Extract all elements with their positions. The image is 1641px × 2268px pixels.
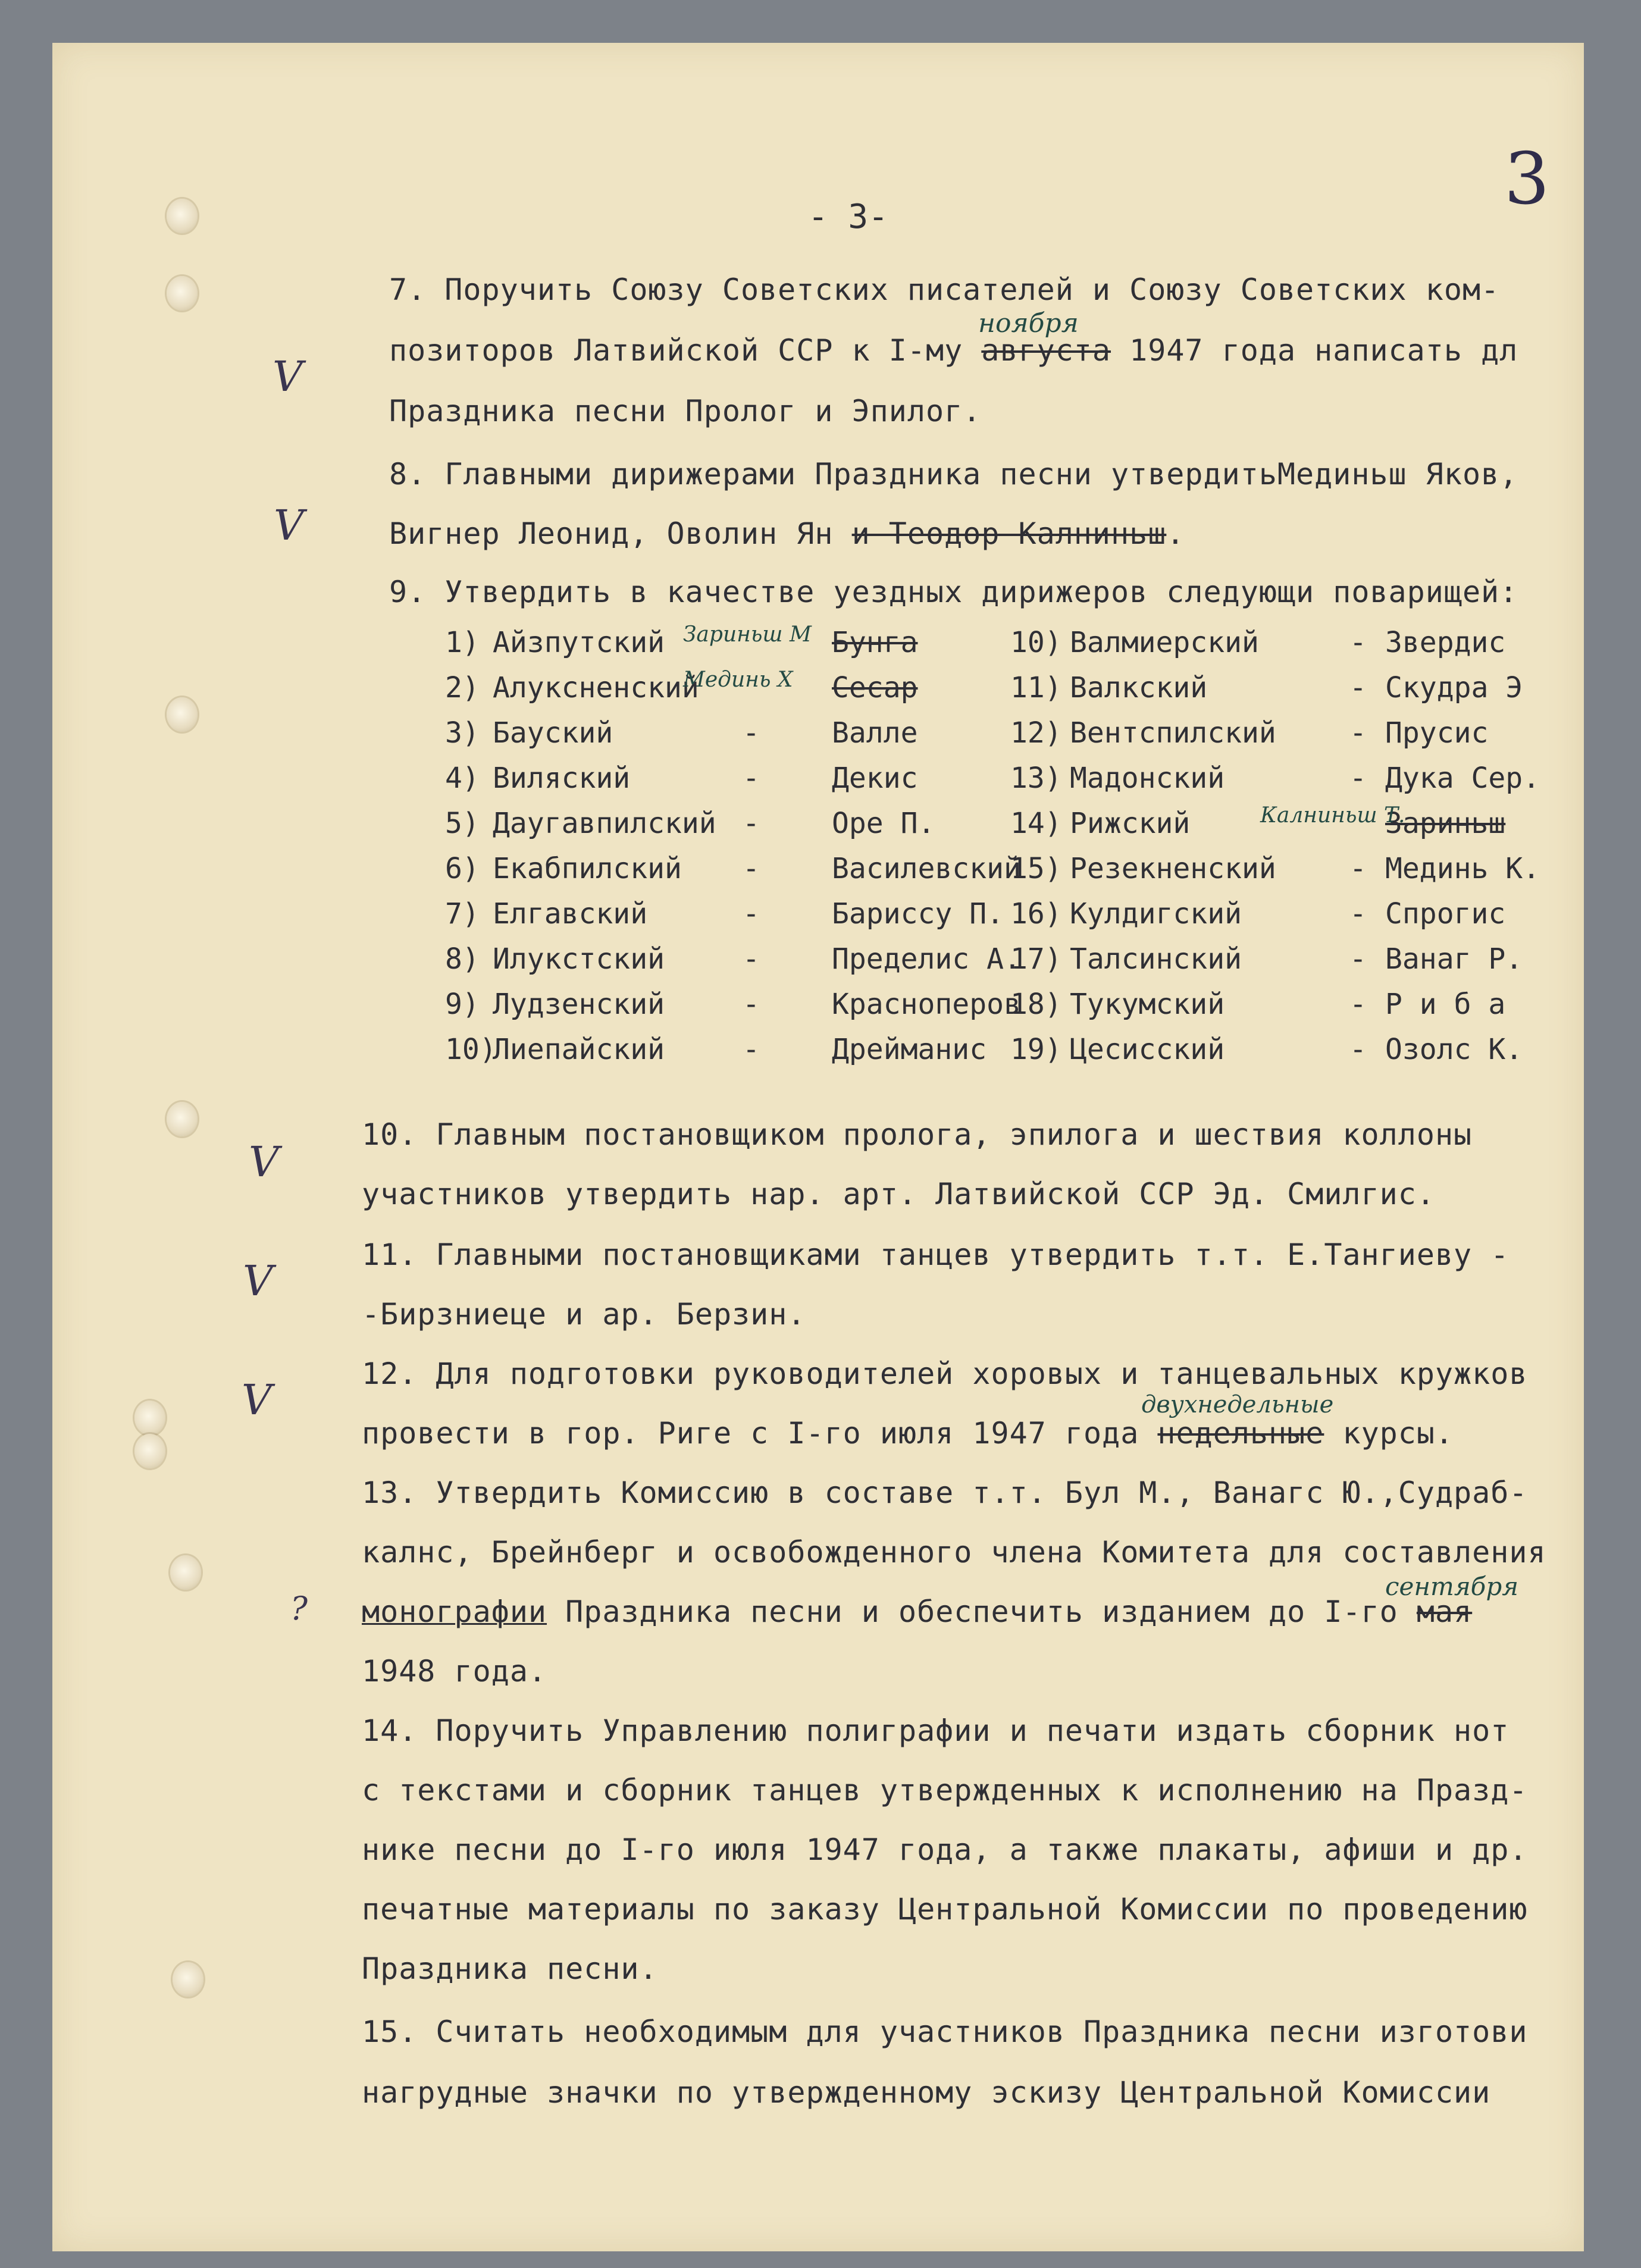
conductor-district: Бауский xyxy=(493,716,613,750)
conductor-name: Пределис А. xyxy=(832,942,1021,976)
conductor-number: 9) xyxy=(445,988,480,1021)
item-8-text: Вигнер Леонид, Оволин Ян xyxy=(389,516,834,551)
conductor-district: Валкский xyxy=(1070,671,1208,704)
typed-page-number: - 3- xyxy=(808,198,888,236)
conductor-district: Мадонский xyxy=(1070,762,1225,795)
conductor-number: 5) xyxy=(445,807,480,840)
conductor-district: Илукстский xyxy=(493,942,665,976)
conductor-number: 11) xyxy=(1010,671,1062,704)
item-13-text: Праздника песни и обеспечить изданием до I-го xyxy=(565,1595,1398,1629)
item-13-struck-month: мая xyxy=(1416,1595,1473,1629)
conductor-district: Екабпилский xyxy=(493,852,682,885)
item-10-line-1: 10. Главным постановщиком пролога, эпилога и шествия коллоны xyxy=(362,1117,1473,1152)
item-14-line-5: Праздника песни. xyxy=(362,1951,658,1986)
conductor-district: Вентспилский xyxy=(1070,716,1276,750)
item-7-text-cont: 1947 года написать дл xyxy=(1129,333,1518,368)
item-7-line-2 xyxy=(389,333,1518,368)
item-7-text: позиторов Латвийской ССР к I-му xyxy=(389,333,963,368)
item-11-line-2: -Бирзниеце и ар. Берзин. xyxy=(362,1297,806,1332)
punch-hole xyxy=(173,1962,203,1997)
conductor-handwritten-name: Калниньш Т. xyxy=(1260,803,1405,828)
conductor-number: 19) xyxy=(1010,1033,1062,1066)
item-13-line-1: 13. Утвердить Комиссию в составе т.т. Бул М., Ванагс Ю.,Судраб- xyxy=(362,1476,1528,1510)
handwritten-page-number: 3 xyxy=(1504,138,1550,221)
conductor-number: 6) xyxy=(445,852,480,885)
conductor-district: Даугавпилский xyxy=(493,807,716,840)
conductor-name: Бунга xyxy=(832,626,918,659)
item-13-underlined-word: монографии xyxy=(362,1595,547,1629)
conductor-name: Бариссу П. xyxy=(832,897,1004,931)
item-13-line-2: калнс, Брейнберг и освобожденного члена Комитета для составления xyxy=(362,1535,1546,1570)
conductor-number: 7) xyxy=(445,897,480,931)
item-7-handwritten-month: ноября xyxy=(978,308,1079,339)
conductor-number: 10) xyxy=(445,1033,497,1066)
conductor-district: Лудзенский xyxy=(493,988,665,1021)
conductor-district: Резекненский xyxy=(1070,852,1276,885)
item-12-text-cont: курсы. xyxy=(1342,1416,1454,1451)
item-7-line-3: Праздника песни Пролог и Эпилог. xyxy=(389,394,982,428)
conductor-handwritten-name: Зариньш М xyxy=(683,622,812,647)
conductor-dash: - xyxy=(1349,762,1367,795)
conductor-number: 10) xyxy=(1010,626,1062,659)
margin-check-mark: ? xyxy=(290,1590,308,1627)
punch-hole xyxy=(134,1401,165,1435)
conductor-name: Оре П. xyxy=(832,807,935,840)
conductor-name: Прусис xyxy=(1385,716,1489,750)
conductor-name: Озолс К. xyxy=(1385,1033,1523,1066)
item-8-period: . xyxy=(1166,516,1185,551)
item-8-struck-name: и Теодор Калниньш xyxy=(851,516,1167,551)
item-7-struck-month: августа xyxy=(981,333,1111,368)
margin-check-mark: V xyxy=(274,501,304,550)
conductor-number: 12) xyxy=(1010,716,1062,750)
conductor-district: Талсинский xyxy=(1070,942,1242,976)
margin-check-mark: V xyxy=(243,1257,273,1305)
conductor-dash: - xyxy=(743,942,760,976)
conductor-name: Василевский xyxy=(832,852,1021,885)
conductor-dash: - xyxy=(1349,988,1367,1021)
conductor-dash: - xyxy=(743,716,760,750)
conductor-dash: - xyxy=(1349,671,1367,704)
conductor-name: Ванаг Р. xyxy=(1385,942,1523,976)
conductor-district: Кулдигский xyxy=(1070,897,1242,931)
item-12-line-2 xyxy=(362,1416,1454,1451)
conductor-dash: - xyxy=(743,988,760,1021)
conductor-name: Дука Сер. xyxy=(1385,762,1540,795)
conductor-district: Алуксненский xyxy=(493,671,699,704)
item-9-line-1: 9. Утвердить в качестве уездных дирижеров следующи поварищей: xyxy=(389,575,1518,609)
conductor-number: 2) xyxy=(445,671,480,704)
conductor-dash: - xyxy=(743,852,760,885)
conductor-dash: - xyxy=(743,1033,760,1066)
punch-hole xyxy=(167,199,198,233)
conductor-dash: - xyxy=(743,762,760,795)
conductor-number: 4) xyxy=(445,762,480,795)
margin-check-mark: V xyxy=(273,352,303,401)
conductor-name: Дрейманис xyxy=(832,1033,987,1066)
item-12-line-1: 12. Для подготовки руководителей хоровых и танцевальных кружков xyxy=(362,1357,1528,1391)
item-13-handwritten-month: сентября xyxy=(1385,1572,1519,1601)
conductor-dash: - xyxy=(1349,852,1367,885)
conductor-name: Р и б а xyxy=(1385,988,1506,1021)
item-13-line-4: 1948 года. xyxy=(362,1654,547,1689)
conductor-name: Мединь К. xyxy=(1385,852,1540,885)
conductor-number: 8) xyxy=(445,942,480,976)
conductor-district: Елгавский xyxy=(493,897,648,931)
conductor-dash: - xyxy=(1349,626,1367,659)
punch-hole xyxy=(167,276,198,311)
item-12-struck-word: недельные xyxy=(1157,1416,1324,1451)
conductor-handwritten-name: Мединь Х xyxy=(683,668,793,692)
punch-hole xyxy=(167,1102,198,1136)
item-7-line-1: 7. Поручить Союзу Советских писателей и Союзу Советских ком- xyxy=(389,272,1500,307)
conductor-number: 3) xyxy=(445,716,480,750)
item-8-line-1: 8. Главными дирижерами Праздника песни утвердитьМединьш Яков, xyxy=(389,457,1518,491)
conductor-dash: - xyxy=(1349,716,1367,750)
item-15-line-2: нагрудные значки по утвержденному эскизу Центральной Комиссии xyxy=(362,2075,1491,2110)
punch-hole xyxy=(134,1434,165,1468)
conductor-name: Сесар xyxy=(832,671,918,704)
item-10-line-2: участников утвердить нар. арт. Латвийской ССР Эд. Смилгис. xyxy=(362,1177,1435,1211)
conductor-number: 15) xyxy=(1010,852,1062,885)
conductor-number: 17) xyxy=(1010,942,1062,976)
conductor-dash: - xyxy=(743,897,760,931)
item-13-line-3 xyxy=(362,1597,1472,1627)
conductor-dash: - xyxy=(1349,942,1367,976)
document-page xyxy=(52,43,1584,2251)
item-14-line-2: с текстами и сборник танцев утвержденных к исполнению на Празд- xyxy=(362,1773,1528,1807)
conductor-dash: - xyxy=(1349,897,1367,931)
conductor-name: Скудра Э xyxy=(1385,671,1523,704)
item-8-line-2 xyxy=(389,516,1185,551)
conductor-dash: - xyxy=(743,807,760,840)
conductor-name: Зариньш xyxy=(1385,807,1506,840)
conductor-name: Звердис xyxy=(1385,626,1506,659)
conductor-district: Айзпутский xyxy=(493,626,665,659)
conductor-district: Тукумский xyxy=(1070,988,1225,1021)
punch-hole xyxy=(167,697,198,732)
conductor-district: Рижский xyxy=(1070,807,1191,840)
conductor-number: 14) xyxy=(1010,807,1062,840)
item-14-line-4: печатные материалы по заказу Центральной Комиссии по проведению xyxy=(362,1892,1528,1926)
punch-hole xyxy=(170,1555,201,1590)
item-12-handwritten-word: двухнедельные xyxy=(1141,1391,1334,1418)
conductor-number: 18) xyxy=(1010,988,1062,1021)
conductor-name: Красноперов xyxy=(832,988,1021,1021)
item-14-line-3: нике песни до I-го июля 1947 года, а также плакаты, афиши и др. xyxy=(362,1832,1528,1867)
item-12-text: провести в гор. Риге с I-го июля 1947 года xyxy=(362,1416,1139,1451)
conductor-name: Спрогис xyxy=(1385,897,1506,931)
item-14-line-1: 14. Поручить Управлению полиграфии и печати издать сборник нот xyxy=(362,1713,1510,1748)
conductor-number: 1) xyxy=(445,626,480,659)
conductor-district: Лиепайский xyxy=(493,1033,665,1066)
item-15-line-1: 15. Считать необходимым для участников Праздника песни изготови xyxy=(362,2015,1528,2049)
conductor-district: Цесисский xyxy=(1070,1033,1225,1066)
conductor-district: Виляский xyxy=(493,762,631,795)
conductor-number: 16) xyxy=(1010,897,1062,931)
conductor-dash: - xyxy=(1349,1033,1367,1066)
conductor-district: Валмиерский xyxy=(1070,626,1259,659)
margin-check-mark: V xyxy=(249,1138,279,1186)
conductor-name: Декис xyxy=(832,762,918,795)
conductor-name: Валле xyxy=(832,716,918,750)
margin-check-mark: V xyxy=(242,1376,272,1424)
item-11-line-1: 11. Главными постановщиками танцев утвердить т.т. Е.Тангиеву - xyxy=(362,1238,1510,1272)
conductor-number: 13) xyxy=(1010,762,1062,795)
